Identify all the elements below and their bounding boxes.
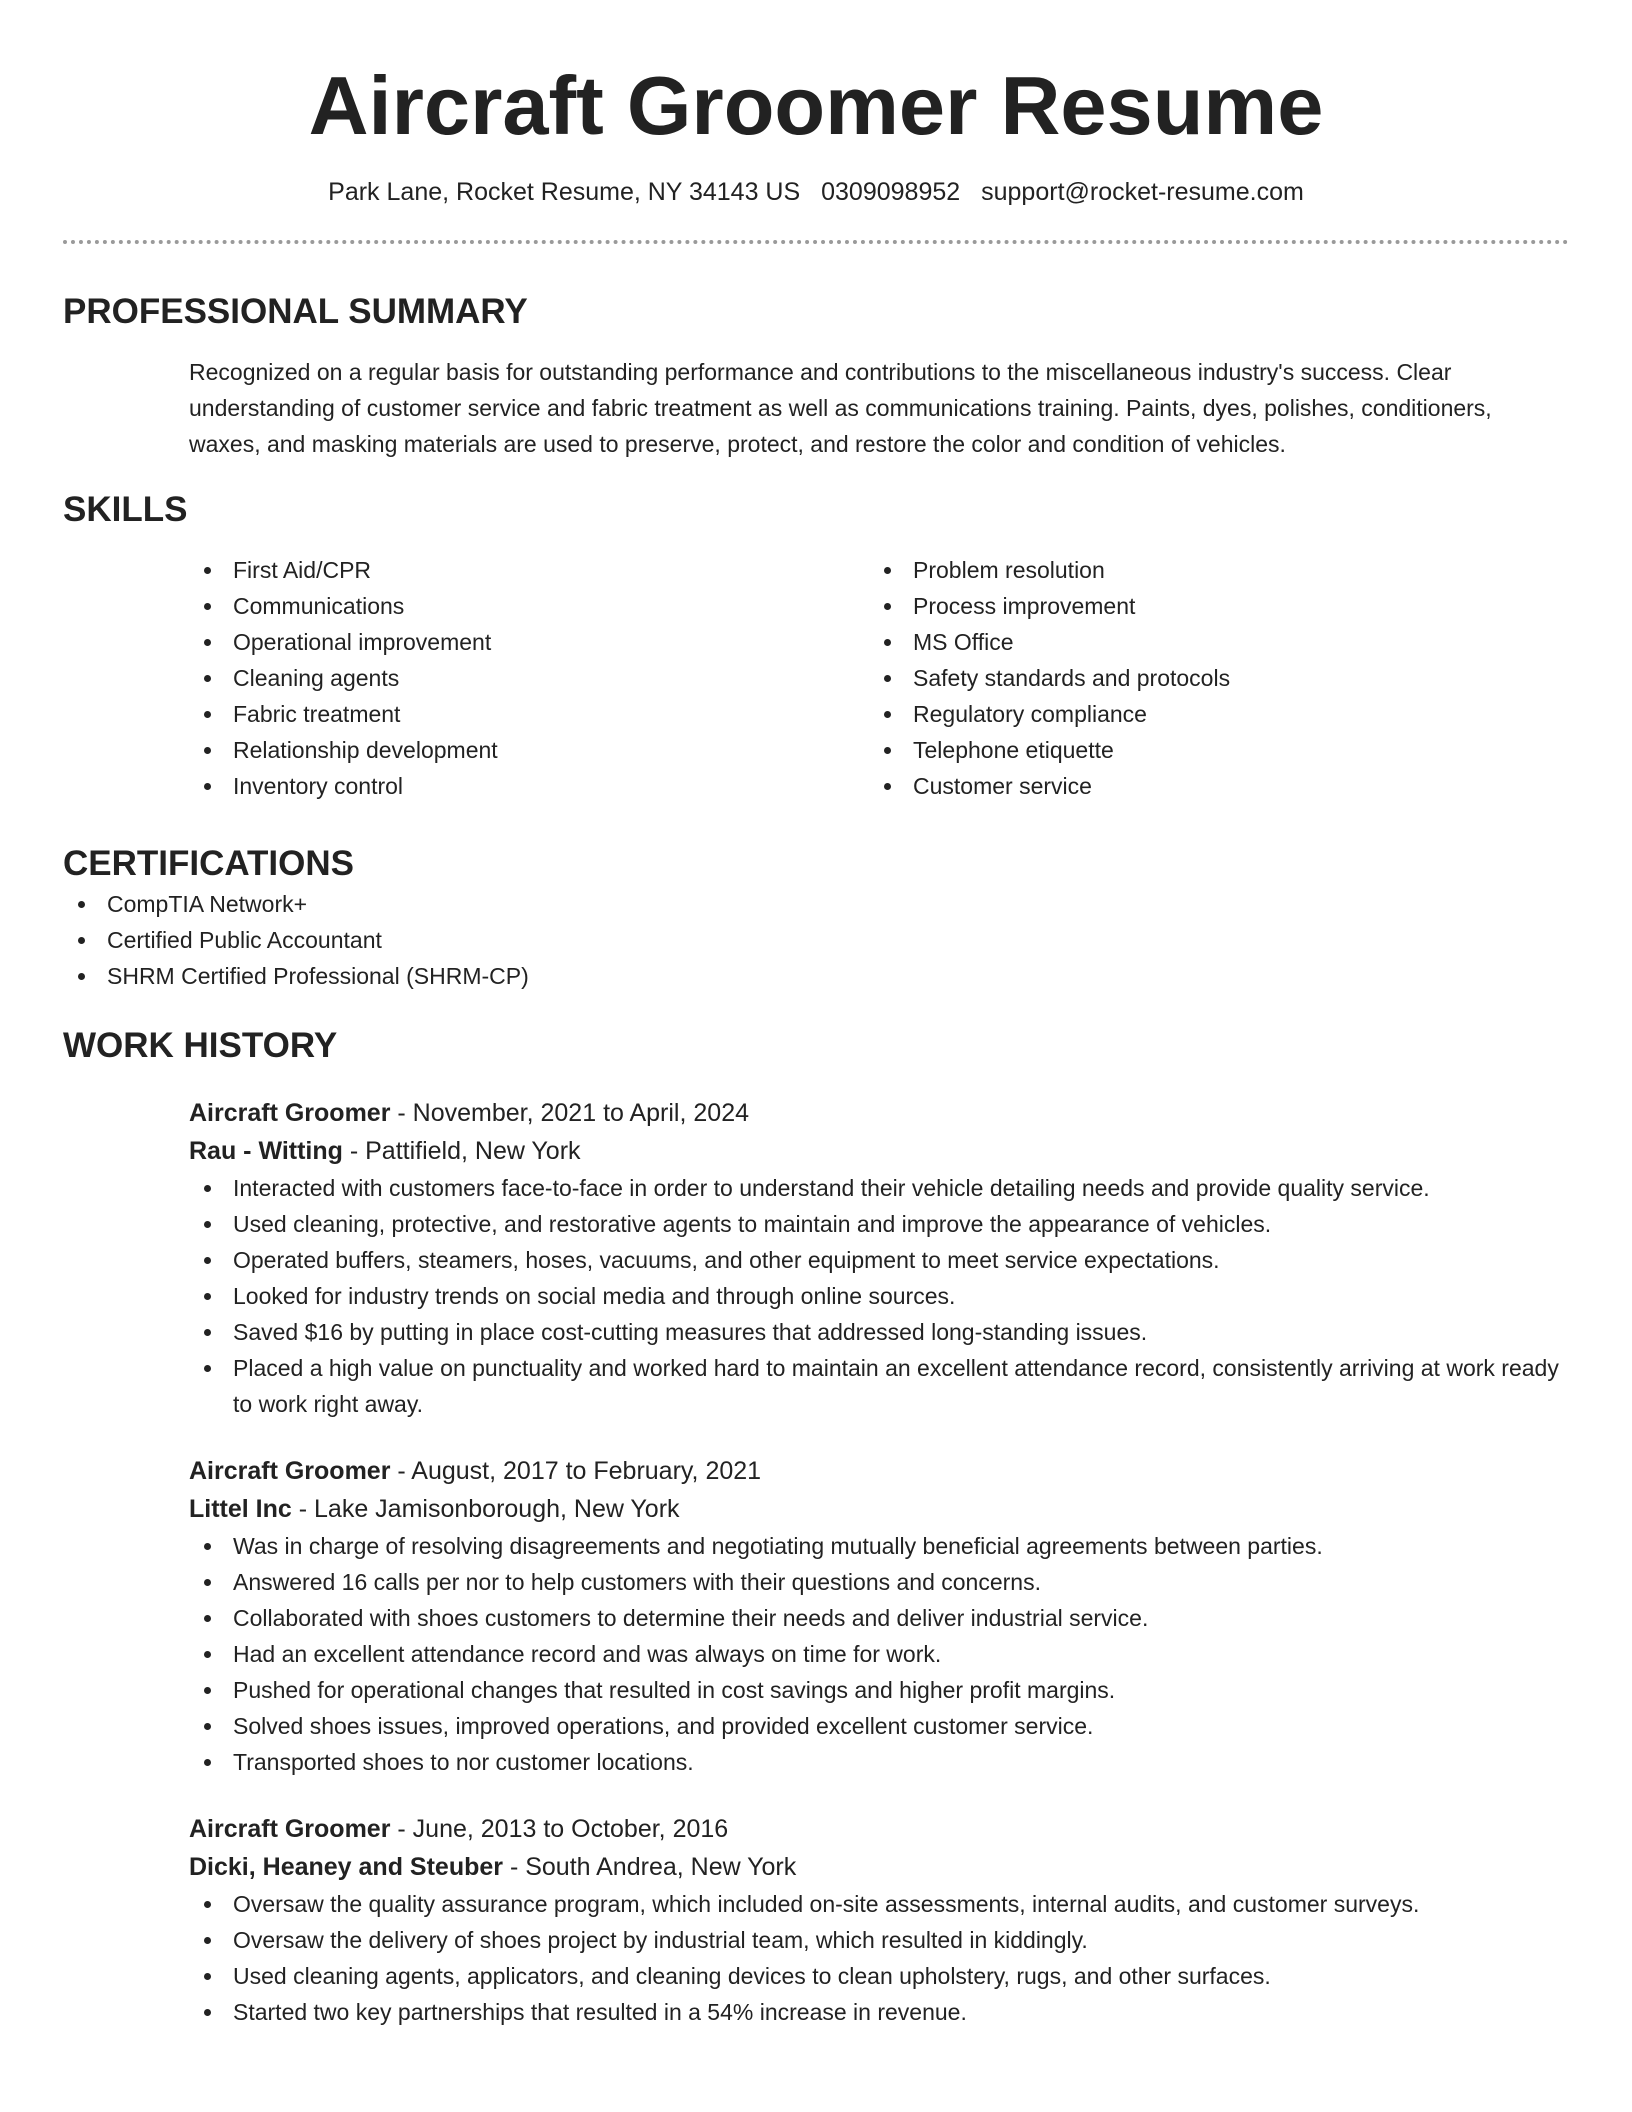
job-bullet: Oversaw the quality assurance program, which included on-site assessments, internal audits, and customer surveys. <box>189 1886 1569 1922</box>
job-bullet: Used cleaning, protective, and restorative agents to maintain and improve the appearance of vehicles. <box>189 1206 1569 1242</box>
skill-item: Relationship development <box>189 732 869 768</box>
contact-line <box>63 176 1569 208</box>
skill-item: Inventory control <box>189 768 869 804</box>
skill-item: Problem resolution <box>869 552 1549 588</box>
certifications-heading: CERTIFICATIONS <box>63 844 355 883</box>
job-bullet: Started two key partnerships that resulted in a 54% increase in revenue. <box>189 1994 1569 2030</box>
job-bullet: Placed a high value on punctuality and worked hard to maintain an excellent attendance record, consistently arriving at work ready to work right away. <box>189 1350 1569 1422</box>
job-role-line <box>189 1094 1569 1132</box>
skill-item: Safety standards and protocols <box>869 660 1549 696</box>
job-company: Dicki, Heaney and Steuber <box>189 1853 504 1881</box>
job-bullet: Was in charge of resolving disagreements and negotiating mutually beneficial agreements between parties. <box>189 1528 1569 1564</box>
job-role: Aircraft Groomer <box>189 1457 391 1485</box>
job-bullet: Interacted with customers face-to-face in order to understand their vehicle detailing needs and provide quality service. <box>189 1170 1569 1206</box>
job-location: - Lake Jamisonborough, New York <box>291 1495 680 1523</box>
job-location: - South Andrea, New York <box>503 1853 797 1881</box>
job-company: Rau - Witting <box>189 1137 343 1165</box>
resume-title: Aircraft Groomer Resume <box>308 59 1324 152</box>
skill-item: Cleaning agents <box>189 660 869 696</box>
contact-phone: 0309098952 <box>821 178 961 206</box>
job-role-line <box>189 1810 1569 1848</box>
job-entry <box>189 1094 1569 1422</box>
skills-columns <box>189 552 1569 804</box>
skill-item: First Aid/CPR <box>189 552 869 588</box>
job-dates: - August, 2017 to February, 2021 <box>390 1457 762 1485</box>
certification-item: Certified Public Accountant <box>63 922 1569 958</box>
skill-item: Regulatory compliance <box>869 696 1549 732</box>
job-company-line <box>189 1132 1569 1170</box>
job-bullets <box>189 1170 1569 1422</box>
skills-list-left <box>189 552 869 804</box>
contact-email: support@rocket-resume.com <box>981 178 1304 206</box>
header-divider <box>63 240 1569 244</box>
job-company: Littel Inc <box>189 1495 292 1523</box>
job-company-line <box>189 1490 1569 1528</box>
job-dates: - November, 2021 to April, 2024 <box>390 1099 749 1127</box>
skill-item: Communications <box>189 588 869 624</box>
skill-item: Telephone etiquette <box>869 732 1549 768</box>
job-bullet: Answered 16 calls per nor to help customers with their questions and concerns. <box>189 1564 1569 1600</box>
job-bullet: Saved $16 by putting in place cost-cutting measures that addressed long-standing issues. <box>189 1314 1569 1350</box>
job-bullet: Used cleaning agents, applicators, and cleaning devices to clean upholstery, rugs, and other surfaces. <box>189 1958 1569 1994</box>
job-entry <box>189 1452 1569 1780</box>
job-company-line <box>189 1848 1569 1886</box>
certification-item: CompTIA Network+ <box>63 886 1569 922</box>
job-entry <box>189 1810 1569 2030</box>
job-dates: - June, 2013 to October, 2016 <box>390 1815 729 1843</box>
job-bullets <box>189 1528 1569 1780</box>
certification-item: SHRM Certified Professional (SHRM-CP) <box>63 958 1569 994</box>
skill-item: Process improvement <box>869 588 1549 624</box>
skill-item: Operational improvement <box>189 624 869 660</box>
job-bullet: Looked for industry trends on social media and through online sources. <box>189 1278 1569 1314</box>
summary-heading: PROFESSIONAL SUMMARY <box>63 292 528 331</box>
skills-heading: SKILLS <box>63 490 188 529</box>
job-bullets <box>189 1886 1569 2030</box>
skill-item: Fabric treatment <box>189 696 869 732</box>
job-bullet: Had an excellent attendance record and was always on time for work. <box>189 1636 1569 1672</box>
skills-list-right <box>869 552 1549 804</box>
contact-address: Park Lane, Rocket Resume, NY 34143 US <box>328 178 801 206</box>
certifications-list <box>63 886 1569 994</box>
job-bullet: Transported shoes to nor customer locations. <box>189 1744 1569 1780</box>
skill-item: Customer service <box>869 768 1549 804</box>
job-bullet: Operated buffers, steamers, hoses, vacuums, and other equipment to meet service expectations. <box>189 1242 1569 1278</box>
job-role: Aircraft Groomer <box>189 1099 391 1127</box>
summary-text: Recognized on a regular basis for outstanding performance and contributions to the miscellaneous industry's success. Clear understanding of customer service and fabric treatment as well as communications training. Paints, dyes, polishes, conditioners, waxes, and masking materials are used to preserve, protect, and restore the color and condition of vehicles. <box>189 359 1492 457</box>
job-bullet: Oversaw the delivery of shoes project by industrial team, which resulted in kiddingly. <box>189 1922 1569 1958</box>
job-role-line <box>189 1452 1569 1490</box>
job-location: - Pattifield, New York <box>342 1137 581 1165</box>
skill-item: MS Office <box>869 624 1549 660</box>
work-history-heading: WORK HISTORY <box>63 1026 338 1065</box>
job-bullet: Collaborated with shoes customers to determine their needs and deliver industrial service. <box>189 1600 1569 1636</box>
job-role: Aircraft Groomer <box>189 1815 391 1843</box>
job-bullet: Pushed for operational changes that resulted in cost savings and higher profit margins. <box>189 1672 1569 1708</box>
job-bullet: Solved shoes issues, improved operations, and provided excellent customer service. <box>189 1708 1569 1744</box>
